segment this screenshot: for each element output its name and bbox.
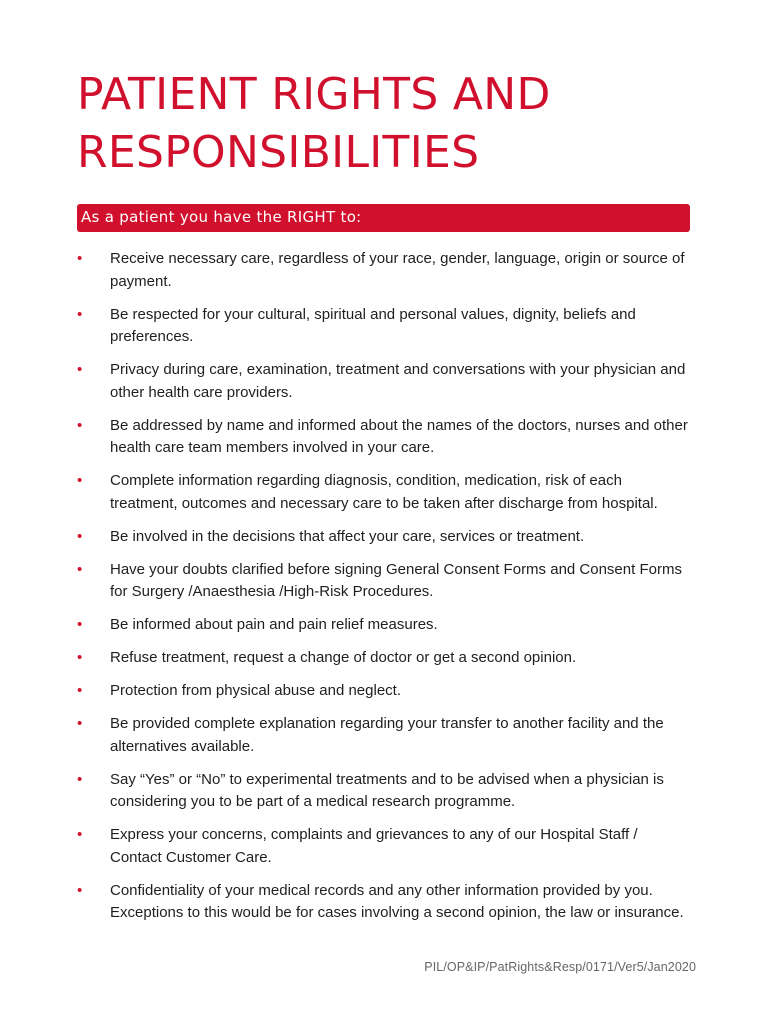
bullet-icon: • bbox=[77, 770, 83, 788]
right-text: Say “Yes” or “No” to experimental treatments and to be advised when a physician is considering you to be part of a medical research programme. bbox=[110, 770, 664, 810]
rights-list-item bbox=[77, 647, 690, 670]
right-text: Have your doubts clarified before signing General Consent Forms and Consent Forms for Surgery /Anaesthesia /High-Risk Procedures. bbox=[110, 560, 682, 600]
right-text: Be respected for your cultural, spiritual and personal values, dignity, beliefs and preferences. bbox=[110, 305, 636, 345]
rights-list-item bbox=[77, 713, 690, 758]
bullet-icon: • bbox=[77, 881, 83, 899]
page-title: PATIENT RIGHTS AND RESPONSIBILITIES bbox=[77, 69, 551, 178]
bullet-icon: • bbox=[77, 649, 83, 666]
rights-list-item bbox=[77, 680, 690, 703]
rights-list-item bbox=[77, 359, 690, 404]
document-code-footer: PIL/OP&IP/PatRights&Resp/0171/Ver5/Jan2020 bbox=[424, 960, 696, 974]
right-text: Receive necessary care, regardless of your race, gender, language, origin or source of payment. bbox=[110, 250, 685, 290]
right-text: Be informed about pain and pain relief measures. bbox=[110, 616, 438, 633]
section-heading-banner: As a patient you have the RIGHT to: bbox=[77, 204, 690, 232]
rights-list-item bbox=[77, 769, 690, 814]
rights-list-item bbox=[77, 304, 690, 349]
bullet-icon: • bbox=[77, 560, 83, 578]
right-text: Express your concerns, complaints and grievances to any of our Hospital Staff / Contact Customer Care. bbox=[110, 826, 638, 866]
bullet-icon: • bbox=[77, 305, 83, 323]
rights-list-item bbox=[77, 880, 690, 925]
rights-list-item bbox=[77, 415, 690, 460]
rights-list-item bbox=[77, 824, 690, 869]
bullet-icon: • bbox=[77, 361, 83, 378]
right-text: Protection from physical abuse and neglect. bbox=[110, 682, 401, 699]
bullet-icon: • bbox=[77, 416, 83, 434]
rights-list-item bbox=[77, 526, 690, 549]
right-text: Be provided complete explanation regarding your transfer to another facility and the alternatives available. bbox=[110, 715, 664, 755]
right-text: Be addressed by name and informed about the names of the doctors, nurses and other health care team members involved in your care. bbox=[110, 416, 688, 456]
right-text: Confidentiality of your medical records and any other information provided by you. Exceptions to this would be for cases involving a second opinion, the law or insurance. bbox=[110, 881, 684, 921]
right-text: Complete information regarding diagnosis, condition, medication, risk of each treatment, outcomes and necessary care to be taken after discharge from hospital. bbox=[110, 472, 658, 512]
rights-list bbox=[77, 248, 690, 935]
rights-list-item bbox=[77, 248, 690, 293]
bullet-icon: • bbox=[77, 616, 83, 633]
right-text: Privacy during care, examination, treatment and conversations with your physician and other health care providers. bbox=[110, 361, 686, 401]
rights-list-item bbox=[77, 470, 690, 515]
bullet-icon: • bbox=[77, 472, 83, 489]
rights-list-item bbox=[77, 614, 690, 637]
bullet-icon: • bbox=[77, 527, 83, 545]
right-text: Be involved in the decisions that affect your care, services or treatment. bbox=[110, 527, 585, 545]
right-text: Refuse treatment, request a change of doctor or get a second opinion. bbox=[110, 649, 577, 666]
rights-list-item bbox=[77, 559, 690, 604]
bullet-icon: • bbox=[77, 250, 83, 267]
bullet-icon: • bbox=[77, 826, 83, 843]
bullet-icon: • bbox=[77, 682, 83, 699]
bullet-icon: • bbox=[77, 715, 83, 732]
